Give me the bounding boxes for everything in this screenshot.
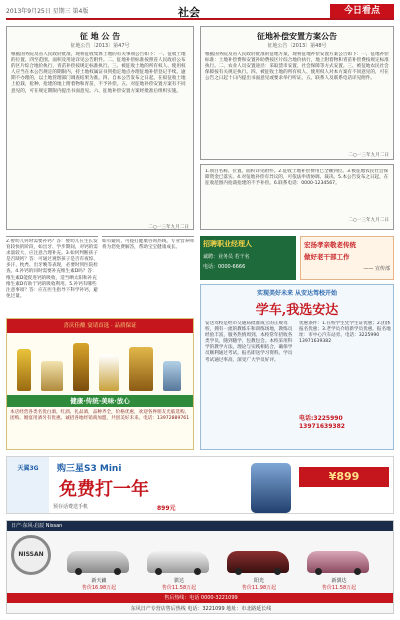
notice-title: 征地补偿安置方案公告 [257,32,337,41]
car-ad-footer: 东风日产专营店售后热线 电话：3221099 地址：市北路延长线 [130,606,272,612]
car-image [147,551,209,573]
car-image [227,551,289,573]
car-image [67,551,129,573]
liquor-ad-text: 本店经营各类名优白酒、红酒、礼品酒，品种齐全，价格优惠，欢迎各界朋友光临选购。团购、婚宴用酒另有优惠。诚招各地经销商加盟，共创美好未来。电话：13972889761 [10,410,190,422]
qa-text: 2.婴幼儿何时需要补钙？答：婴幼儿在生长发育较快的阶段，如出牙、学步期间，对钙的需求量较大，应注意合理补充。3.如何判断孩子是否缺钙？答：可通过观察孩子是否有夜惊、多汗、枕秃、出牙晚等表现，必要时到医院检查。4.补钙的同时需要补充维生素D吗？答：维生素D能促进钙的吸收，适当晒太阳和补充维生素D有助于钙的吸收利用。5.补钙有哪些注意事项？答：应在医生指导下科学补钙，避免过量。 [6,239,98,299]
notice-date: 二○一三年九月二日 [348,218,389,223]
liquor-bottles [7,333,193,395]
notice-subtitle: 征地公告〔2013〕第48号 [267,43,327,49]
elderly-ad-sign: —— 宣传部 [363,266,390,272]
section-title: 社会 [178,6,200,19]
car-image [307,551,369,573]
recruit-ad-phone: 电话：0000-6666 [203,264,246,270]
liquor-box-image [41,361,63,391]
newspaper-logo: 今日看点 [330,4,394,18]
health-qa-col2 [102,236,194,316]
car-ad-header: 日产·东风·启辰 Nissan [7,521,393,531]
nissan-logo: NISSAN [11,535,51,575]
car-price: 售价11.58万起 [321,585,357,591]
notice-body: 根据国务院及省人民政府批准，现将征收集体土地的有关事项公告如下：一、征收土地的位置、四至范围、面积及用途详见公告附件。二、征地补偿标准按照省人民政府公布的区片综合地价执行，青苗补偿按规定标准执行。三、被征收土地的所有权人、使用权人应当在本公告规定的期限内，持土地权属证书到指定地点办理征地补偿登记手续。逾期不办理的，以土地管理部门调查结果为准。四、自本公告发布之日起，在拟征收土地上抢栽、抢种、抢建的地上附着物和青苗，不予补偿。五、对征地补偿安置方案有不同意见的，可在规定期限内提出书面意见。六、征地补偿安置方案经批准后组织实施。 [11,52,186,94]
school-tagline: 实现美好未来 从安达驾校开始 [256,290,338,297]
car-name: 骐达 [173,578,184,584]
school-intro: 安达驾校是经市交通局批准成立的正规驾校，拥有一流的教练车和训练场地，教练员经验丰富，服务热情周到。本校常年招收各类学员，随到随学，包教包会。本校采用科学的教学方法，理论与实践相结合，确保学员顺利通过考试。报名即送学习资料。学员考试通过率高，深受广大学员好评。 [205,321,293,363]
elderly-ad-line2: 做好老干部工作 [304,253,350,261]
car-name: 阳光 [253,578,264,584]
land-notice-1 [6,26,194,230]
car-service-band: 售后热线：电话 0000-3221099 [7,593,394,603]
elderly-care-ad [300,236,394,280]
car-name: 新骐达 [331,578,347,584]
school-phone-1[interactable]: 电话:3225990 [299,415,343,422]
liquor-bottle-image [17,349,31,391]
notice-body: 1.项目名称、位置、面积详见附件。2.征收土地补偿费用已全额到位。3.被征地农民社会保障资金已落实。4.对征地补偿有异议的，可依法申请协调、裁决。5.本公告发布之日起，在征收范围内抢栽抢建的不予补偿。6.联系电话：0000-1234567。 [205,169,389,187]
car-price: 售价11.98万起 [241,585,277,591]
notice-subtitle: 征地公告〔2013〕第47号 [70,43,130,49]
school-slogan: 学车,我选安达 [255,303,339,318]
liquor-bottle-image [99,355,119,391]
elderly-ad-line1: 宏扬孝亲敬老传统 [304,241,356,249]
qa-text: 如有疑问，可拨打健康咨询热线，专业营养师将为您免费解答，帮助宝宝健康成长。 [102,239,194,251]
school-offers: 优惠条件：1.在校学生凭学生证优惠；2.团体报名优惠；3.老学员介绍新学员优惠。报名地址：市中心汽车站旁。电话：3225990 13971639382 [299,321,391,345]
liquor-ad-band: 健康·传统·美味·放心 [7,395,193,407]
free-call-slogan: 免费打一年 [59,479,149,500]
notice-date: 二○一三年九月二日 [148,225,189,230]
car-price: 售价16.98万起 [81,585,117,591]
page-header [6,4,394,20]
phone-sale-price: ¥899 [299,467,389,487]
school-phone-2[interactable]: 13971639382 [299,423,345,430]
phone-promo-ad[interactable] [6,456,394,514]
recruit-ad[interactable] [200,236,296,280]
liquor-box-image [129,347,153,391]
notice-title: 征 地 公 告 [79,32,121,41]
phone-price: 899元 [157,505,176,512]
land-notice-2 [200,26,394,160]
driving-school-ad[interactable] [200,284,394,450]
liquor-ad[interactable] [6,318,194,450]
phone-promo-note: 预存话费送手机 [53,504,89,510]
notice-body: 根据国务院及省人民政府批准的征地方案，现将征地补偿安置方案公告如下：一、征地补偿标准：土地补偿费和安置补助费按区片综合地价执行，地上附着物和青苗补偿费按规定标准执行。二、农业人员安置途径：采取货币安置、社会保障等方式安置。三、被征地农民社会保障按有关规定执行。四、被征收土地的所有权人、使用权人对本方案有不同意见的，可在公告之日起十日内提出书面意见或要求举行听证。五、联系人及联系电话详见附件。 [205,52,389,82]
liquor-bottle-image [163,361,181,391]
phone-brand-panel [7,457,49,514]
car-name: 新天籁 [91,578,107,584]
carrier-brand: 天翼3G [17,465,39,472]
issue-date: 2013年9月25日 星期三 第4版 [6,8,89,15]
liquor-bottle-image [73,343,89,391]
health-qa-col1 [6,236,98,316]
liquor-ad-banner: 喜庆佳酿 宴请首选 · 品质保证 [7,319,193,333]
phone-image [251,463,291,513]
land-notice-3 [200,164,394,230]
car-dealer-ad[interactable] [6,520,394,614]
notice-date: 二○一三年九月二日 [348,153,389,158]
recruit-ad-title: 招聘职业经理人 [203,240,252,248]
car-price: 售价11.58万起 [161,585,197,591]
phone-model-slogan: 购三星S3 Mini [57,464,122,474]
recruit-ad-line: 诚聘：业务员 若干名 [203,254,250,260]
